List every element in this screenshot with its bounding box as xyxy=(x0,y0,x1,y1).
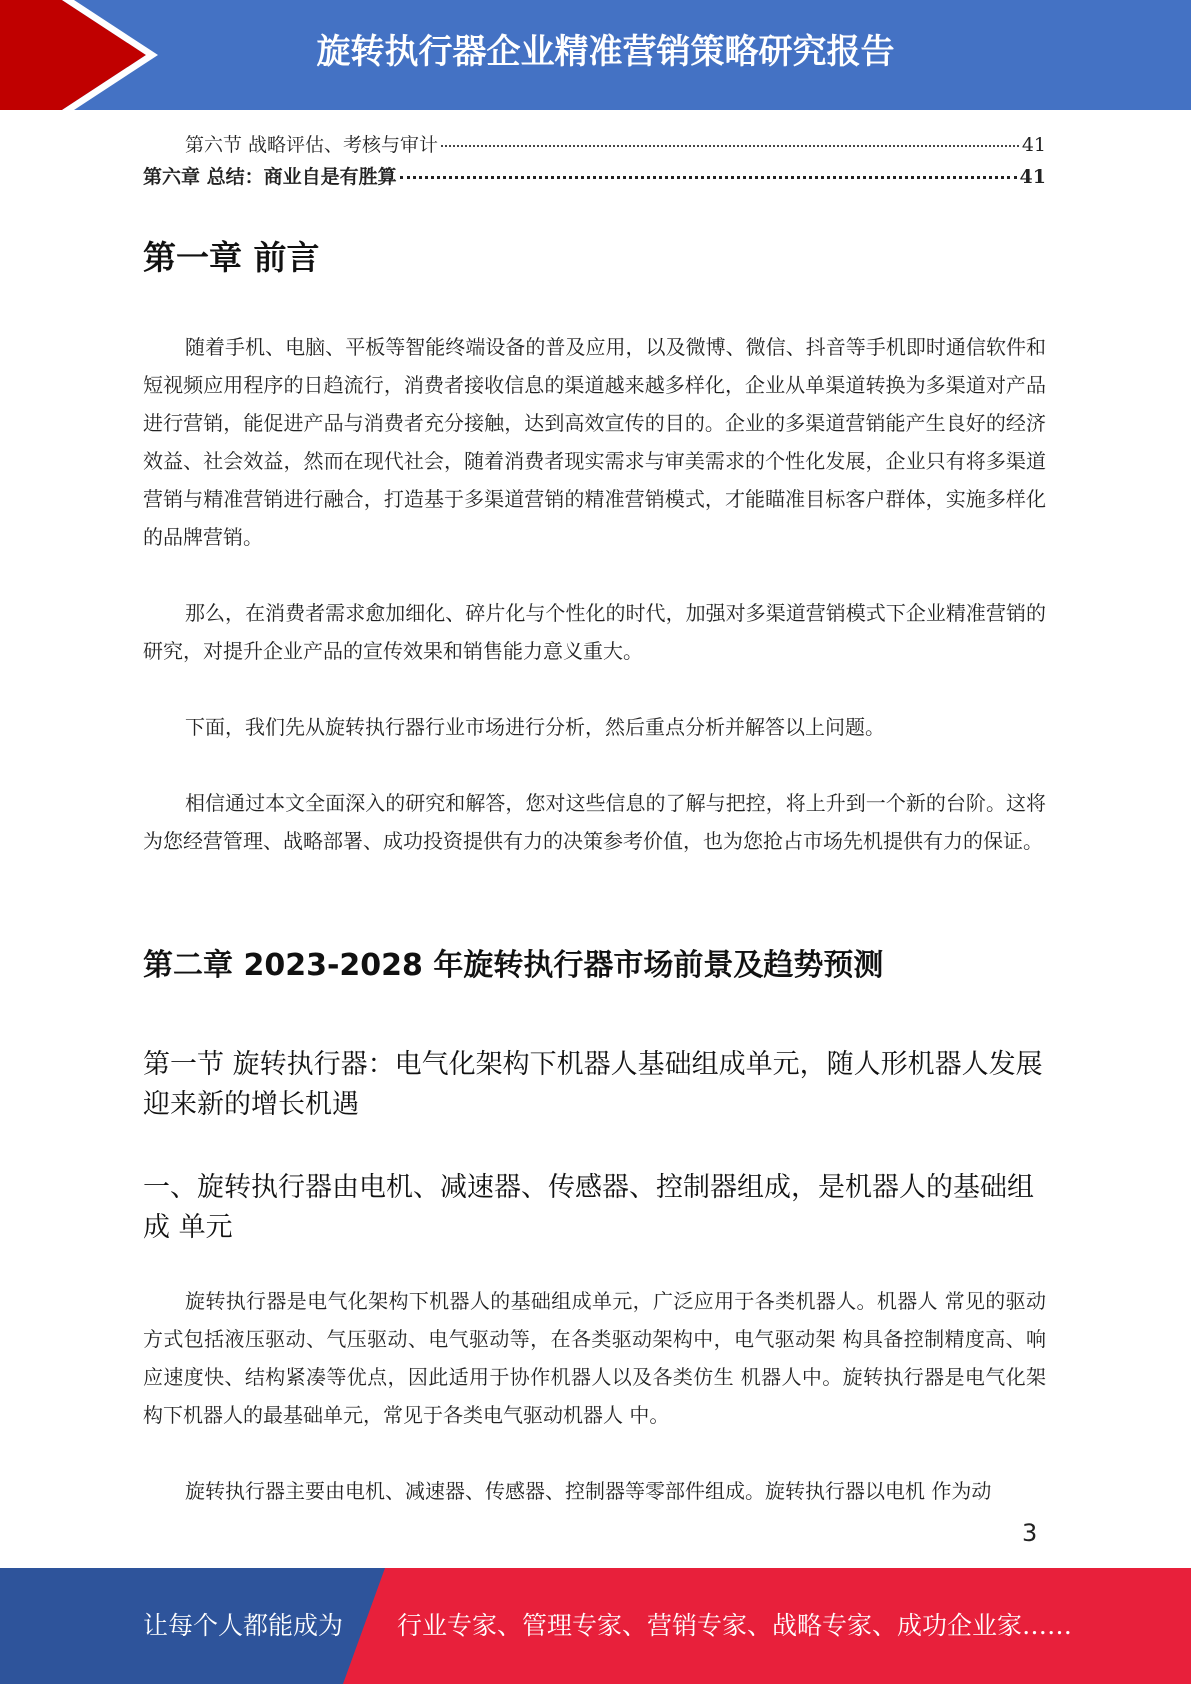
toc-leader-dots xyxy=(400,176,1017,179)
toc-entry-page: 41 xyxy=(1021,134,1046,156)
chapter1-heading: 第一章 前言 xyxy=(143,238,320,277)
toc-entry-label: 第六节 战略评估、考核与审计 xyxy=(185,134,439,156)
chapter1-paragraph-1: 随着手机、电脑、平板等智能终端设备的普及应用，以及微博、微信、抖音等手机即时通信软件和短视频应用程序的日趋流行，消费者接收信息的渠道越来越多样化，企业从单渠道转换为多渠道对产品进行营销，能促进产品与消费者充分接触，达到高效宣传的目的。企业的多渠道营销能产生良好的经济效益、社会效益，然而在现代社会，随着消费者现实需求与审美需求的个性化发展，企业只有将多渠道营销与精准营销进行融合，打造基于多渠道营销的精准营销模式，才能瞄准目标客户群体，实施多样化的品牌营销。 xyxy=(143,335,1046,549)
chapter1-paragraph-3: 下面，我们先从旋转执行器行业市场进行分析，然后重点分析并解答以上问题。 xyxy=(185,715,885,739)
chapter2-heading: 第二章 2023-2028 年旋转执行器市场前景及趋势预测 xyxy=(143,948,884,983)
toc-entry-label: 第六章 总结：商业自是有胜算 xyxy=(143,166,397,188)
toc-entry[interactable] xyxy=(143,130,1046,157)
chapter2-paragraph-1: 旋转执行器是电气化架构下机器人的基础组成单元，广泛应用于各类机器人。机器人 常见的驱动方式包括液压驱动、气压驱动、电气驱动等，在各类驱动架构中，电气驱动架 构具备控制精度高、响应速度快、结构紧凑等优点，因此适用于协作机器人以及各类仿生 机器人中。旋转执行器是电气化架构下机器人的最基础单元，常见于各类电气驱动机器人 中。 xyxy=(143,1289,1046,1427)
page-number: 3 xyxy=(1022,1519,1038,1547)
chapter2-paragraph-2: 旋转执行器主要由电机、减速器、传感器、控制器等零部件组成。旋转执行器以电机 作为动 xyxy=(185,1479,992,1503)
footer-slogan-right: 行业专家、管理专家、营销专家、战略专家、成功企业家…… xyxy=(397,1611,1073,1640)
footer-slogan-left: 让每个人都能成为 xyxy=(143,1611,344,1640)
toc-leader-dots xyxy=(441,145,1019,147)
chapter1-paragraph-4: 相信通过本文全面深入的研究和解答，您对这些信息的了解与把控，将上升到一个新的台阶。这将为您经营管理、战略部署、成功投资提供有力的决策参考价值，也为您抢占市场先机提供有力的保证。 xyxy=(143,791,1046,853)
toc-entry[interactable] xyxy=(143,162,1046,189)
chapter1-paragraph-2: 那么，在消费者需求愈加细化、碎片化与个性化的时代，加强对多渠道营销模式下企业精准营销的研究，对提升企业产品的宣传效果和销售能力意义重大。 xyxy=(143,601,1046,663)
toc-entry-page: 41 xyxy=(1019,166,1046,188)
chapter2-subsection1-heading: 一、旋转执行器由电机、减速器、传感器、控制器组成，是机器人的基础组成 单元 xyxy=(143,1172,1034,1243)
header-title: 旋转执行器企业精准营销策略研究报告 xyxy=(316,32,895,72)
page-footer xyxy=(0,1568,1191,1684)
page-header xyxy=(0,0,1191,110)
chapter2-section1-heading: 第一节 旋转执行器：电气化架构下机器人基础组成单元，随人形机器人发展迎来新的增长机遇 xyxy=(143,1049,1043,1120)
